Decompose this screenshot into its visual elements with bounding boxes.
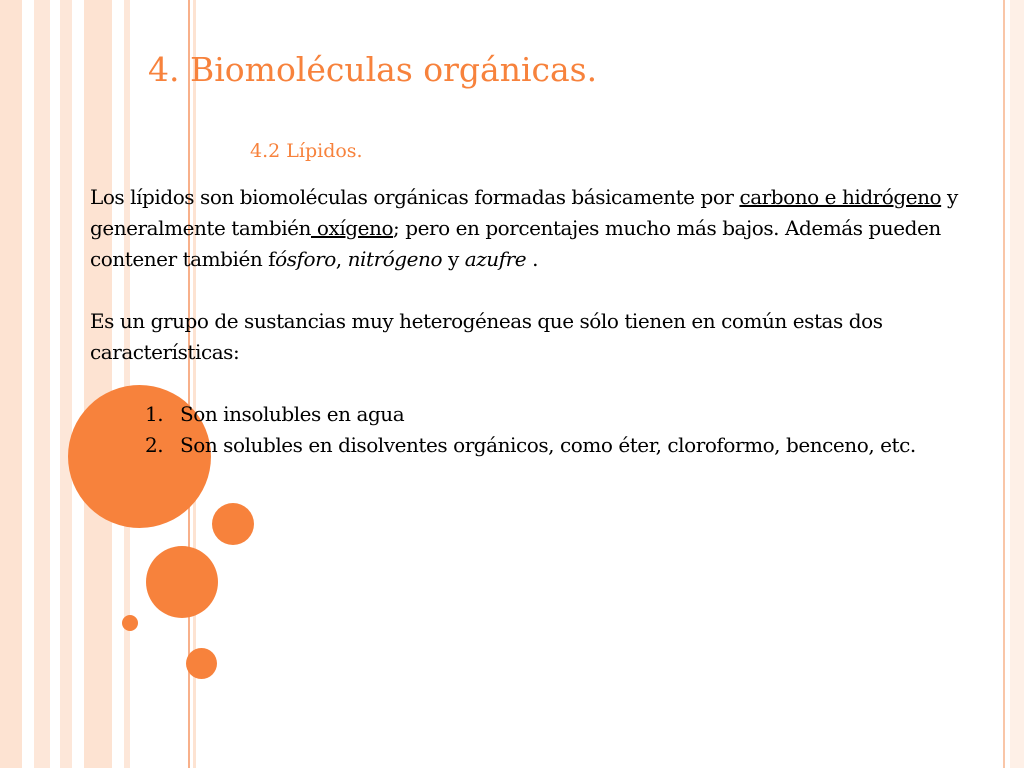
list-item-number: 2. — [145, 433, 164, 457]
fosforo-term: ósforo — [275, 247, 336, 271]
list-item — [145, 399, 975, 430]
paragraph-text: ; pero en porcentajes mucho más bajos. Además pueden contener también f — [90, 216, 941, 271]
left-stripe-2 — [34, 0, 50, 768]
list-item — [145, 430, 975, 461]
oxigeno-link[interactable]: oxígeno — [311, 216, 394, 240]
decorative-circle-tiny — [122, 615, 138, 631]
nitrogeno-term: nitrógeno — [347, 247, 443, 271]
slide-subtitle: 4.2 Lípidos. — [250, 140, 363, 162]
right-stripe-line — [1003, 0, 1005, 768]
list-item-number: 1. — [145, 402, 164, 426]
paragraph-text: Los lípidos son biomoléculas orgánicas formadas básicamente por — [90, 185, 740, 209]
decorative-circle-small-lower — [186, 648, 217, 679]
paragraph-text: . — [526, 247, 539, 271]
slide-body — [90, 182, 975, 461]
left-stripe-3 — [60, 0, 72, 768]
definition-paragraph — [90, 182, 975, 275]
characteristics-intro-paragraph: Es un grupo de sustancias muy heterogéneas que sólo tienen en común estas dos características: — [90, 309, 883, 364]
decorative-circle-medium — [146, 546, 218, 618]
list-item-text: Son insolubles en agua — [180, 402, 405, 426]
list-item-text: Son solubles en disolventes orgánicos, como éter, cloroformo, benceno, etc. — [180, 433, 916, 457]
slide-title: 4. Biomoléculas orgánicas. — [148, 50, 598, 89]
paragraph-text: , — [335, 247, 348, 271]
characteristics-list — [90, 399, 975, 461]
azufre-term: azufre — [464, 247, 527, 271]
carbono-hidrogeno-link[interactable]: carbono e hidrógeno — [739, 185, 942, 209]
decorative-circle-small-upper — [212, 503, 254, 545]
paragraph-text: y — [442, 247, 465, 271]
paragraph-text: y generalmente también — [90, 185, 958, 240]
left-stripe-wide — [0, 0, 22, 768]
right-stripe-edge — [1010, 0, 1024, 768]
